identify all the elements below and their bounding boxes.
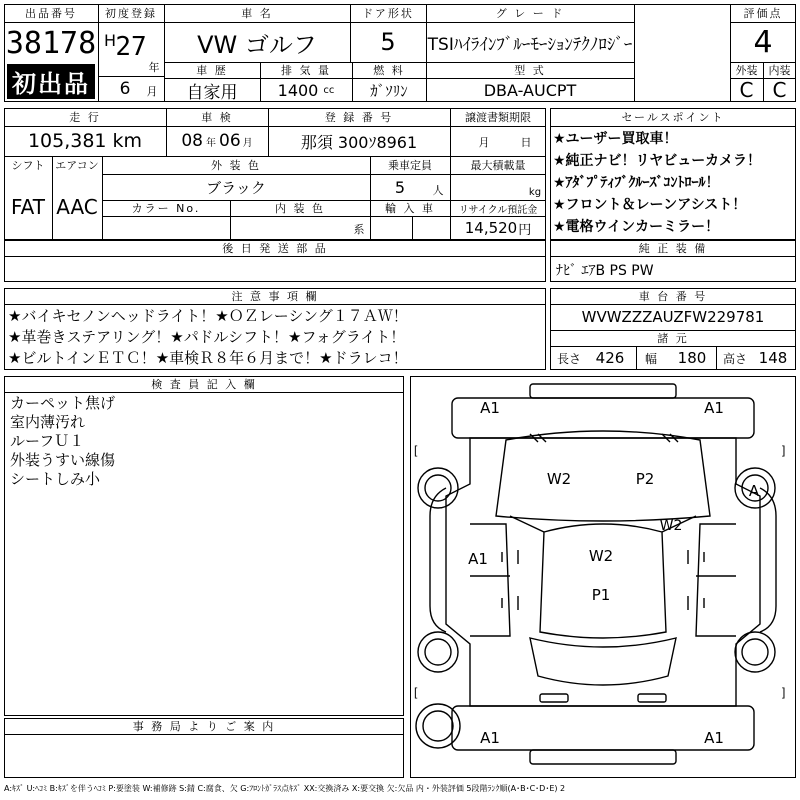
mileage-value: 105,381 km <box>27 130 143 152</box>
mileage-label: 走 行 <box>69 111 101 124</box>
damage-mark-front-right: A1 <box>704 399 724 417</box>
first-reg-label: 初度登録 <box>105 7 157 20</box>
shift-value: FAT <box>10 195 45 219</box>
first-listing-badge: 初出品 <box>7 64 95 99</box>
damage-mark-wheel-a: A <box>748 482 760 500</box>
ext-grade-label: 外装 <box>735 64 758 77</box>
load-unit: kg <box>528 186 542 198</box>
door-value: 5 <box>380 28 396 56</box>
transfer-month: 月 <box>478 136 490 149</box>
left-doors <box>470 524 510 636</box>
shaken-label: 車 検 <box>201 111 233 124</box>
shaken-value: 08 年 06 月 <box>181 131 253 151</box>
color-label: 外 装 色 <box>211 159 261 172</box>
score-label: 評価点 <box>743 7 783 20</box>
fuel-value: ｶﾞｿﾘﾝ <box>370 81 408 100</box>
height-label: 高さ <box>722 351 747 366</box>
reg-month: 6 <box>119 79 131 99</box>
width-value: 180 <box>677 349 707 367</box>
wheel-rear-right <box>735 632 775 672</box>
recycle-value: 14,520 円 <box>464 219 532 238</box>
wheel-front-left <box>418 468 458 508</box>
reg-year: 27 <box>115 32 147 62</box>
sales-point-item: ★フロント＆レーンアシスト！ <box>553 197 747 213</box>
color-no-label: カラー No. <box>131 202 201 215</box>
svg-text:]: ] <box>782 443 786 457</box>
width-label: 幅 <box>644 351 657 366</box>
equipment-label: 純 正 装 備 <box>638 242 708 255</box>
inspector-notes <box>10 394 115 489</box>
notes-line: ★ビルトインＥＴＣ！★車検Ｒ８年６月まで！★ドラレコ！ <box>8 349 408 367</box>
transfer-day: 日 <box>520 136 532 149</box>
sales-point-label: セールスポイント <box>621 111 725 124</box>
sales-point-item: ★純正ナビ！リヤビューカメラ！ <box>553 153 761 169</box>
right-doors <box>696 524 736 636</box>
damage-mark-left-door: A1 <box>468 550 488 568</box>
history-label: 車 歴 <box>196 64 228 77</box>
damage-mark-hood-p2: P2 <box>635 470 655 488</box>
int-grade-value: C <box>772 78 787 102</box>
capacity-label: 乗車定員 <box>388 159 432 172</box>
inspector-line: シートしみ小 <box>10 470 101 488</box>
chassis-label: 車 台 番 号 <box>638 290 708 303</box>
damage-mark-rear-right: A1 <box>704 729 724 747</box>
car-diagram <box>410 376 796 778</box>
damage-mark-roof-w2: W2 <box>588 547 614 565</box>
model-label: 車 名 <box>241 7 273 20</box>
lot-number: 38178 <box>5 25 97 61</box>
height-value: 148 <box>758 349 788 367</box>
grade-value: TSIﾊｲﾗｲﾝﾌﾞﾙｰﾓｰｼｮﾝﾃｸﾉﾛｼﾞｰ <box>427 34 633 55</box>
hood-panel <box>496 431 710 521</box>
sales-point-item: ★ユーザー買取車！ <box>553 131 678 147</box>
aircon-value: AAC <box>56 195 98 219</box>
damage-mark-roof-p1: P1 <box>591 586 611 604</box>
svg-text:]: ] <box>782 685 786 699</box>
car-body-outline <box>446 438 760 706</box>
interior-color-label: 内 装 色 <box>275 202 325 215</box>
ext-grade-value: C <box>739 78 754 102</box>
int-grade-label: 内装 <box>768 64 791 77</box>
inspector-line: 外装うすい線傷 <box>10 451 116 469</box>
capacity-value: 5 <box>394 177 406 197</box>
notes-line: ★革巻きステアリング！★パドルシフト！★フォグライト！ <box>8 328 406 346</box>
notes-label: 注 意 事 項 欄 <box>231 290 319 303</box>
legend-footer: A:ｷｽﾞ U:ﾍｺﾐ B:ｷｽﾞを伴うﾍｺﾐ P:要塗装 W:補修跡 S:錆 C:腐食、欠 G:ﾌﾛﾝﾄｶﾞﾗｽ点ｷｽﾞ XX:交換済み X:要交換 欠:欠品 内・外装評価 5段階ﾗﾝｸ順(A･B･C･D･E) 2 <box>4 783 566 793</box>
model-name: VW ゴルフ <box>197 30 317 59</box>
svg-text:[: [ <box>414 685 418 699</box>
sales-point-item: ★電格ウインカーミラー！ <box>553 219 720 235</box>
recycle-label: リサイクル預託金 <box>458 204 538 216</box>
capacity-unit: 人 <box>432 184 444 197</box>
fuel-label: 燃 料 <box>373 64 405 77</box>
inspector-line: ルーフＵ１ <box>10 432 85 450</box>
wheel-rear-left <box>418 632 458 672</box>
era: H <box>103 30 117 50</box>
displacement-value: 1400 cc <box>277 80 335 100</box>
office-label: 事 務 局 よ り ご 案 内 <box>132 720 276 733</box>
door-label: ドア形状 <box>362 7 414 20</box>
grade-label: グ レ ー ド <box>495 7 565 20</box>
interior-color-unit: 系 <box>353 223 365 236</box>
inspector-label: 検 査 員 記 入 欄 <box>151 378 257 391</box>
plate-value: 那須 300ｿ8961 <box>300 132 418 152</box>
damage-mark-front-left: A1 <box>480 399 500 417</box>
chassis-value: WVWZZZAUZFW229781 <box>581 308 765 326</box>
later-parts-label: 後 日 発 送 部 品 <box>222 242 328 255</box>
length-label: 長さ <box>556 351 581 366</box>
plate-label: 登 録 番 号 <box>324 111 394 124</box>
damage-mark-rear-left: A1 <box>480 729 500 747</box>
length-value: 426 <box>595 349 625 367</box>
sales-point-item: ★ｱﾀﾞﾌﾟﾃｨﾌﾞｸﾙｰｽﾞｺﾝﾄﾛｰﾙ！ <box>553 175 720 191</box>
year-unit: 年 <box>148 61 160 74</box>
notes-line: ★バイキセノンヘッドライト！★ＯＺレーシング１７ＡＷ！ <box>8 307 408 325</box>
displacement-label: 排 気 量 <box>281 64 331 77</box>
inspector-line: 室内薄汚れ <box>10 413 86 431</box>
month-unit: 月 <box>146 85 158 98</box>
sales-point-list <box>553 128 795 238</box>
inspector-line: カーペット焦げ <box>10 394 116 412</box>
svg-text:[: [ <box>414 443 418 457</box>
roof-panel <box>540 524 666 638</box>
type-label: 型 式 <box>514 64 546 77</box>
dims-label: 諸 元 <box>657 332 689 345</box>
aircon-label: エアコン <box>55 159 99 172</box>
import-label: 輸 入 車 <box>385 202 435 215</box>
equipment-value: ﾅﾋﾞ ｴｱB PS PW <box>556 263 654 279</box>
score-value: 4 <box>753 24 773 60</box>
history-value: 自家用 <box>186 82 238 103</box>
damage-mark-side-w2: W2 <box>659 518 683 534</box>
color-value: ブラック <box>206 178 266 197</box>
transfer-label: 譲渡書類期限 <box>465 111 531 124</box>
lot-label: 出品番号 <box>25 7 77 20</box>
damage-mark-hood-w2: W2 <box>546 470 572 488</box>
shift-label: シフト <box>11 159 45 172</box>
type-value: DBA-AUCPT <box>483 80 577 100</box>
load-label: 最大積載量 <box>470 159 526 172</box>
notes-list <box>8 306 408 369</box>
